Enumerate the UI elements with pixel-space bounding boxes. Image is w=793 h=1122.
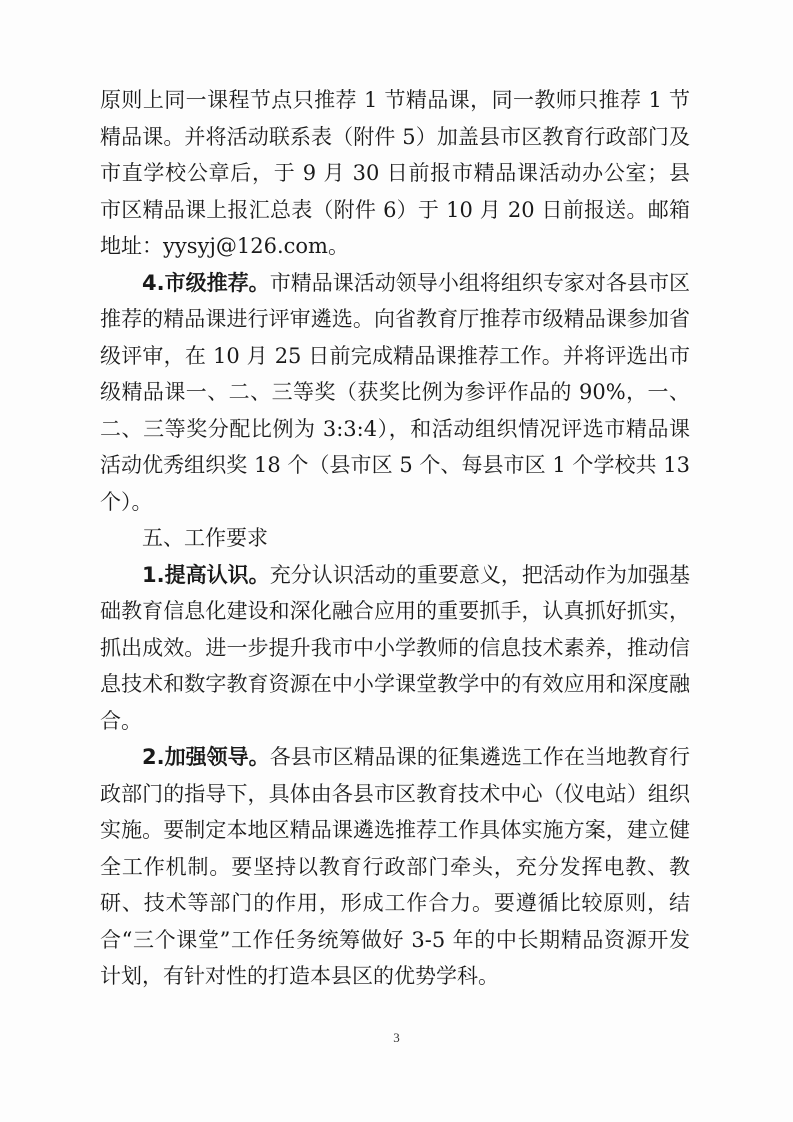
paragraph-text: 市精品课活动领导小组将组织专家对各县市区推荐的精品课进行评审遴选。向省教育厅推荐市级精品课参加省级评审，在 10 月 25 日前完成精品课推荐工作。并将评选出市级精品课一、二、三等奖（获奖比例为参评作品的 90%，一、二、三等奖分配比例为 3:3:4），和活动组织情况评选市精品课活动优秀组织奖 18 个（县市区 5 个、每县市区 1 个学校共 13 个）。 — [100, 270, 690, 514]
paragraph-text: 各县市区精品课的征集遴选工作在当地教育行政部门的指导下，具体由各县市区教育技术中心（仪电站）组织实施。要制定本地区精品课遴选推荐工作具体实施方案，建立健全工作机制。要坚持以教育行政部门牵头，充分发挥电教、教研、技术等部门的作用，形成工作合力。要遵循比较原则，结合“三个课堂”工作任务统筹做好 3-5 年的中长期精品资源开发计划，有针对性的打造本县区的优势学科。 — [100, 745, 690, 988]
paragraph-text: 充分认识活动的重要意义，把活动作为加强基础教育信息化建设和深化融合应用的重要抓手，认真抓好抓实，抓出成效。进一步提升我市中小学教师的信息技术素养，推动信息技术和数字教育资源在中小学课堂教学中的有效应用和深度融合。 — [100, 562, 690, 733]
paragraph-awareness — [100, 557, 690, 740]
paragraph-leadership — [100, 739, 690, 995]
paragraph-heading: 4.市级推荐。 — [142, 270, 270, 295]
page-number: 3 — [393, 1030, 400, 1045]
section-heading: 五、工作要求 — [142, 526, 268, 550]
paragraph-heading: 2.加强领导。 — [142, 745, 270, 769]
paragraph-heading: 1.提高认识。 — [142, 562, 270, 587]
paragraph-submission: 原则上同一课程节点只推荐 1 节精品课，同一教师只推荐 1 节精品课。并将活动联系表（附件 5）加盖县市区教育行政部门及市直学校公章后，于 9 月 30 日前报市精品课活动办公室；县市区精品课上报汇总表（附件 6）于 10 月 20 日前报送。邮箱地址：yysyj@126.com。 — [100, 88, 690, 258]
paragraph-city-recommendation — [100, 265, 690, 521]
document-body — [100, 82, 690, 995]
